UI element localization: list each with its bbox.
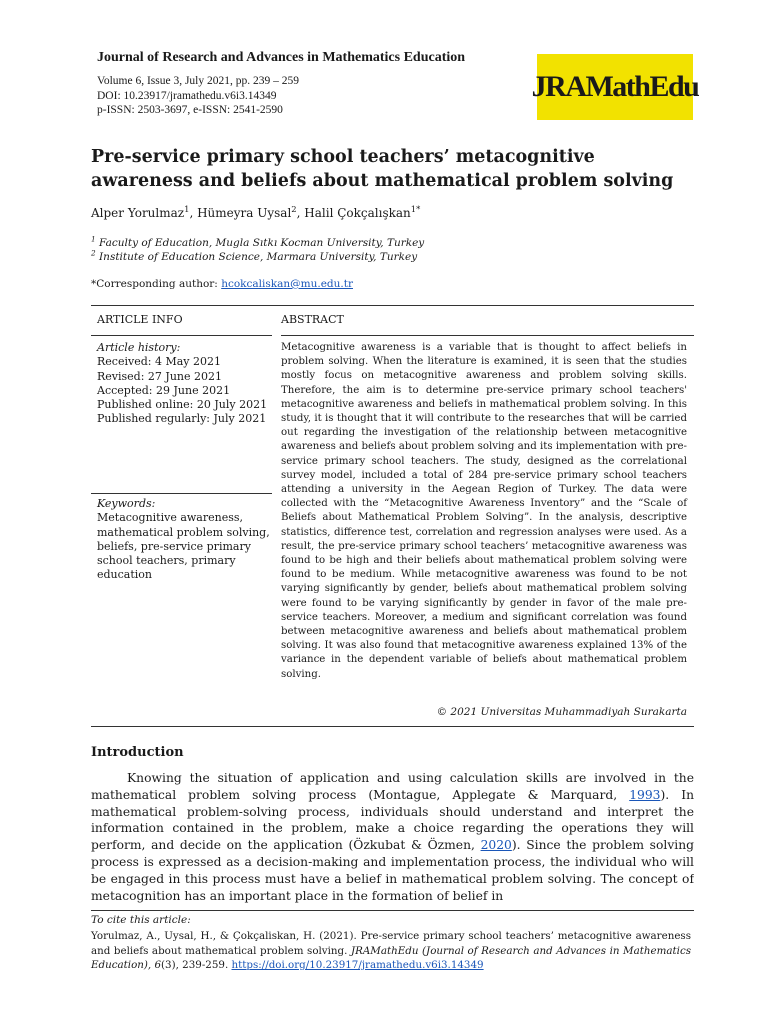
journal-name: Journal of Research and Advances in Mathematics Education: [97, 50, 466, 65]
intro-text: ). In mathematical problem-solving process, individuals should understand and interpret the information contained in the problem, make a choice regarding the operations they will perform, and decide on the application (Özkubat & Özmen,: [91, 787, 694, 853]
corresponding-author: [91, 278, 353, 290]
abstract-text: Metacognitive awareness is a variable that is thought to affect beliefs in problem solving. When the literature is examined, it is seen that the studies mostly focus on metacognitive awareness and problem solving skills. Therefore, the aim is to determine pre-service primary school teachers' metacognitive awareness and beliefs in mathematical problem solving. In this study, it is thought that it will contribute to the researches that will be carried out regarding the investigation of the relationship between metacognitive awareness and beliefs about problem solving and its implementation with pre-service primary school teachers. The study, designed as the correlational survey model, included a total of 284 pre-service primary school teachers attending a university in the Aegean Region of Turkey. The data were collected with the “Metacognitive Awareness Inventory” and the “Scale of Beliefs about Mathematical Problem Solving”. In the analysis, descriptive statistics, difference test, correlation and regression analyses were used. As a result, the pre-service primary school teachers’ metacognitive awareness was found to be high and their beliefs about mathematical problem solving were found to be medium. While metacognitive awareness was found to be not varying significantly by gender, beliefs about mathematical problem solving were found to be varying significantly by gender in favor of the male pre-service teachers. Moreover, a medium and significant correlation was found between metacognitive awareness and beliefs about mathematical problem solving. It was also found that metacognitive awareness explained 13% of the variance in the dependent variable of beliefs about mathematical problem solving.: [281, 342, 687, 680]
corresponding-email-link[interactable]: hcokcaliskan@mu.edu.tr: [221, 278, 353, 290]
divider-abstract: [281, 335, 694, 336]
volume-line: Volume 6, Issue 3, July 2021, pp. 239 – 259: [97, 75, 299, 87]
article-title: Pre-service primary school teachers’ metacognitive awareness and beliefs about mathematical problem solving: [91, 147, 674, 191]
affiliation-num: 2: [91, 248, 96, 258]
citation-journal: JRAMathEdu (Journal of Research and Advances in Mathematics Education), 6: [91, 944, 691, 971]
history-item: Published online: 20 July 2021: [97, 398, 268, 412]
introduction-paragraph: [91, 770, 694, 904]
history-item: Published regularly: July 2021: [97, 412, 267, 426]
reference-link-1993[interactable]: 1993: [629, 787, 661, 802]
author-name: Hümeyra Uysal: [197, 206, 292, 220]
author-name: Alper Yorulmaz: [91, 206, 185, 220]
history-item: Revised: 27 June 2021: [97, 369, 222, 383]
divider-keywords: [91, 493, 272, 494]
article-info-header: ARTICLE INFO: [97, 313, 183, 326]
citation-part: (3), 239-259.: [161, 959, 232, 971]
intro-text: Knowing the situation of application and using calculation skills are involved in the mathematical problem solving process (Montague, Applegate & Marquard,: [91, 771, 694, 802]
abstract-header: ABSTRACT: [281, 313, 344, 326]
copyright: © 2021 Universitas Muhammadiyah Surakarta: [436, 706, 687, 718]
corresponding-label: *Corresponding author:: [91, 278, 222, 290]
article-history: [97, 341, 272, 427]
journal-logo: [531, 54, 699, 120]
author-sup: 1: [184, 204, 190, 214]
citation-part: Yorulmaz, A., Uysal, H., & Çokçaliskan, H. (2021). Pre-service primary school teachers’ metacognitive awareness and beliefs about mathematical problem solving.: [91, 930, 691, 957]
citation-text: [91, 929, 691, 973]
section-heading-introduction: Introduction: [91, 745, 184, 760]
history-item: Received: 4 May 2021: [97, 355, 221, 369]
doi-line: DOI: 10.23917/jramathedu.v6i3.14349: [97, 89, 277, 102]
affiliations: [91, 236, 424, 264]
keywords-block: [97, 497, 272, 583]
affiliation-num: 1: [91, 234, 96, 244]
author-sup: 2: [291, 204, 297, 214]
keywords-label: Keywords:: [97, 497, 156, 510]
keywords-text: Metacognitive awareness, mathematical problem solving, beliefs, pre-service primary school teachers, primary education: [97, 511, 270, 582]
history-item: Accepted: 29 June 2021: [97, 383, 231, 397]
intro-text: ). Since the problem solving process is expressed as a decision-making and implementation process, the individual who will be engaged in this process must have a belief in mathematical problem solving. The concept of metacognition has an important place in the formation of belief in: [91, 838, 694, 903]
reference-link-2020[interactable]: 2020: [480, 838, 512, 853]
divider-citation: [91, 910, 694, 911]
affiliation: [91, 236, 424, 250]
journal-logo-text: JRAMathEdu: [531, 70, 699, 103]
issn-line: p-ISSN: 2503-3697, e-ISSN: 2541-2590: [97, 104, 283, 116]
divider-bottom: [91, 726, 694, 727]
history-label: Article history:: [97, 341, 181, 354]
journal-meta: [97, 74, 299, 118]
citation-label: To cite this article:: [91, 914, 191, 926]
author-list: Alper Yorulmaz$^1$, Hümeyra Uysal$^2$, Halil Çokçalışkan$^{1*}$: [91, 204, 421, 220]
divider-info: [91, 335, 272, 336]
affiliation-text: Institute of Education Science, Marmara University, Turkey: [99, 251, 418, 263]
author-sup: 1*: [410, 204, 421, 214]
affiliation-text: Faculty of Education, Mugla Sıtkı Kocman University, Turkey: [99, 237, 425, 249]
citation-doi-link[interactable]: https://doi.org/10.23917/jramathedu.v6i3.14349: [231, 959, 484, 971]
divider-top: [91, 305, 694, 306]
author-name: Halil Çokçalışkan: [304, 206, 411, 220]
affiliation: [91, 250, 424, 264]
